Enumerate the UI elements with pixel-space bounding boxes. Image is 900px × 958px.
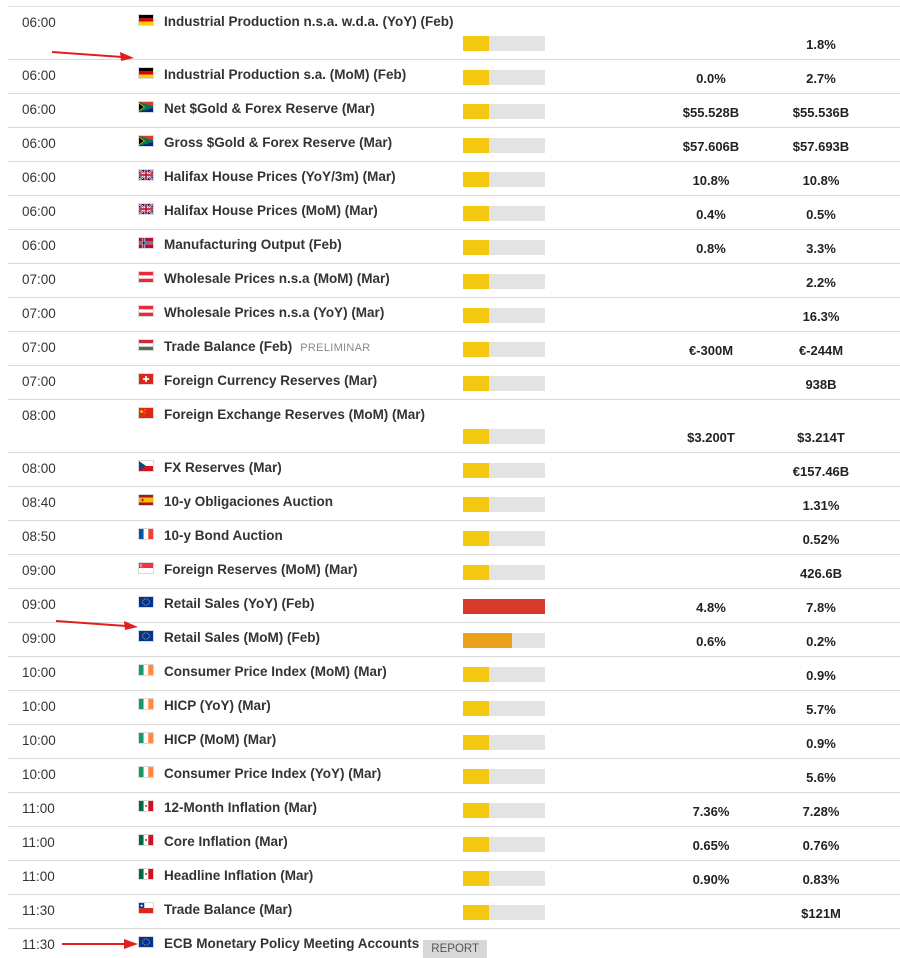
previous-value: $3.200T [687, 430, 735, 445]
event-time: 09:00 [22, 597, 56, 612]
consensus-value: 2.2% [806, 275, 836, 290]
event-name-link[interactable] [164, 902, 292, 917]
event-time: 06:00 [22, 102, 56, 117]
impact-bar [463, 429, 545, 444]
table-row[interactable] [8, 792, 900, 826]
table-row[interactable] [8, 656, 900, 690]
impact-bar [463, 497, 545, 512]
consensus-value: $55.536B [792, 105, 850, 120]
event-name: Wholesale Prices n.s.a (MoM) (Mar) [164, 271, 390, 286]
event-name-link[interactable] [164, 664, 387, 679]
event-time: 08:00 [22, 408, 56, 423]
event-name: Manufacturing Output (Feb) [164, 237, 342, 252]
impact-bar-fill [463, 240, 489, 255]
table-row[interactable] [8, 195, 900, 229]
impact-bar [463, 701, 545, 716]
consensus-value: 0.5% [806, 207, 836, 222]
event-time: 07:00 [22, 272, 56, 287]
impact-bar-fill [463, 376, 489, 391]
singapore-flag-icon [138, 562, 154, 574]
event-name: Halifax House Prices (MoM) (Mar) [164, 203, 378, 218]
event-time: 06:00 [22, 204, 56, 219]
consensus-value: 0.83% [802, 872, 840, 887]
event-name: Net $Gold & Forex Reserve (Mar) [164, 101, 375, 116]
event-name-link[interactable] [164, 67, 406, 82]
impact-bar [463, 565, 545, 580]
event-time: 08:40 [22, 495, 56, 510]
event-name: HICP (YoY) (Mar) [164, 698, 271, 713]
table-row[interactable] [8, 554, 900, 588]
event-name-link[interactable] [164, 407, 425, 422]
impact-bar [463, 667, 545, 682]
event-name: FX Reserves (Mar) [164, 460, 282, 475]
event-name: Industrial Production n.s.a. w.d.a. (YoY) (Feb) [164, 14, 454, 29]
impact-bar-fill [463, 735, 489, 750]
event-time: 11:00 [22, 835, 55, 850]
previous-value: 0.65% [692, 838, 730, 853]
impact-bar [463, 769, 545, 784]
impact-bar [463, 599, 545, 614]
event-name-link[interactable] [164, 562, 358, 577]
event-time: 08:50 [22, 529, 56, 544]
table-row[interactable] [8, 59, 900, 93]
event-time: 11:30 [22, 937, 55, 952]
event-time: 10:00 [22, 665, 56, 680]
impact-bar [463, 274, 545, 289]
event-time: 08:00 [22, 461, 56, 476]
impact-bar-fill [463, 206, 489, 221]
impact-bar [463, 206, 545, 221]
event-name-link[interactable] [164, 169, 396, 184]
impact-bar-fill [463, 905, 489, 920]
event-time: 11:30 [22, 903, 55, 918]
china-flag-icon [138, 407, 154, 419]
table-row[interactable] [8, 297, 900, 331]
impact-bar [463, 463, 545, 478]
consensus-value: 1.31% [802, 498, 840, 513]
table-row[interactable] [8, 365, 900, 399]
impact-bar-fill [463, 497, 489, 512]
event-name-link[interactable] [164, 528, 283, 543]
event-name: 10-y Bond Auction [164, 528, 283, 543]
table-row[interactable] [8, 690, 900, 724]
event-name-link[interactable] [164, 135, 392, 150]
event-name-link[interactable] [164, 868, 313, 883]
event-name-link[interactable] [164, 237, 342, 252]
table-row[interactable] [8, 520, 900, 554]
report-badge[interactable]: REPORT [423, 940, 487, 958]
table-row[interactable] [8, 758, 900, 792]
table-row[interactable] [8, 486, 900, 520]
previous-value: $55.528B [682, 105, 740, 120]
event-name-link[interactable] [164, 834, 288, 849]
czech-republic-flag-icon [138, 460, 154, 472]
consensus-value: 0.2% [806, 634, 836, 649]
consensus-value: €-244M [798, 343, 844, 358]
consensus-value: 3.3% [806, 241, 836, 256]
event-name: Wholesale Prices n.s.a (YoY) (Mar) [164, 305, 385, 320]
impact-bar-fill [463, 837, 489, 852]
table-row[interactable] [8, 622, 900, 656]
impact-bar-fill [463, 342, 489, 357]
united-kingdom-flag-icon [138, 169, 154, 181]
impact-bar-fill [463, 565, 489, 580]
table-row[interactable] [8, 127, 900, 161]
impact-bar-fill [463, 172, 489, 187]
event-name-link[interactable] [164, 373, 377, 388]
event-time: 06:00 [22, 68, 56, 83]
previous-value: 0.4% [696, 207, 726, 222]
previous-value: 4.8% [696, 600, 726, 615]
consensus-value: $121M [801, 906, 841, 921]
impact-bar [463, 376, 545, 391]
previous-value: 0.8% [696, 241, 726, 256]
impact-bar [463, 871, 545, 886]
previous-value: 10.8% [692, 173, 730, 188]
consensus-value: 0.9% [806, 736, 836, 751]
impact-bar-fill [463, 36, 489, 51]
impact-bar [463, 172, 545, 187]
south-africa-flag-icon [138, 101, 154, 113]
event-name: Foreign Currency Reserves (Mar) [164, 373, 378, 388]
impact-bar-fill [463, 667, 489, 682]
event-name-link[interactable] [164, 630, 320, 645]
impact-bar-fill [463, 138, 489, 153]
previous-value: $57.606B [682, 139, 740, 154]
event-name: Retail Sales (YoY) (Feb) [164, 596, 315, 611]
event-name: Core Inflation (Mar) [164, 834, 288, 849]
impact-bar [463, 905, 545, 920]
impact-bar-fill [463, 633, 512, 648]
table-row[interactable] [8, 93, 900, 127]
consensus-value: 426.6B [800, 566, 842, 581]
event-name: Trade Balance (Feb) [164, 339, 293, 354]
event-name: Retail Sales (MoM) (Feb) [164, 630, 321, 645]
germany-flag-icon [138, 67, 154, 79]
consensus-value: 16.3% [802, 309, 840, 324]
united-kingdom-flag-icon [138, 203, 154, 215]
table-row[interactable] [8, 6, 900, 59]
european-union-flag-icon [138, 630, 154, 642]
event-name-link[interactable] [164, 271, 390, 286]
ireland-flag-icon [138, 664, 154, 676]
event-time: 07:00 [22, 306, 56, 321]
event-time: 10:00 [22, 699, 56, 714]
impact-bar [463, 240, 545, 255]
event-name-link[interactable] [164, 936, 487, 958]
consensus-value: $3.214T [797, 430, 845, 445]
event-time: 10:00 [22, 733, 56, 748]
impact-bar [463, 342, 545, 357]
event-time: 07:00 [22, 374, 56, 389]
event-name: Consumer Price Index (YoY) (Mar) [164, 766, 382, 781]
mexico-flag-icon [138, 834, 154, 846]
event-name-link[interactable] [164, 305, 384, 320]
event-name-link[interactable] [164, 494, 333, 509]
event-name-link[interactable] [164, 460, 282, 475]
impact-bar-fill [463, 531, 489, 546]
ireland-flag-icon [138, 766, 154, 778]
impact-bar-fill [463, 70, 489, 85]
event-time: 09:00 [22, 631, 56, 646]
event-name: HICP (MoM) (Mar) [164, 732, 277, 747]
impact-bar [463, 633, 545, 648]
france-flag-icon [138, 528, 154, 540]
event-name: Halifax House Prices (YoY/3m) (Mar) [164, 169, 396, 184]
consensus-value: €157.46B [792, 464, 850, 479]
south-africa-flag-icon [138, 135, 154, 147]
event-time: 06:00 [22, 238, 56, 253]
consensus-value: 0.76% [802, 838, 840, 853]
mexico-flag-icon [138, 800, 154, 812]
austria-flag-icon [138, 305, 154, 317]
event-name-link[interactable] [164, 596, 315, 611]
event-name-link[interactable] [164, 732, 276, 747]
table-row[interactable] [8, 331, 900, 365]
austria-flag-icon [138, 271, 154, 283]
chile-flag-icon [138, 902, 154, 914]
consensus-value: 1.8% [806, 37, 836, 52]
hungary-flag-icon [138, 339, 154, 351]
event-name-link[interactable] [164, 800, 317, 815]
consensus-value: 5.7% [806, 702, 836, 717]
event-time: 11:00 [22, 801, 55, 816]
impact-bar-fill [463, 871, 489, 886]
event-time: 06:00 [22, 170, 56, 185]
table-row[interactable] [8, 263, 900, 297]
previous-value: 7.36% [692, 804, 730, 819]
table-row[interactable] [8, 452, 900, 486]
table-row[interactable] [8, 724, 900, 758]
impact-bar-fill [463, 104, 489, 119]
event-time: 06:00 [22, 136, 56, 151]
european-union-flag-icon [138, 596, 154, 608]
event-name: Industrial Production s.a. (MoM) (Feb) [164, 67, 407, 82]
table-row[interactable] [8, 161, 900, 195]
impact-bar-fill [463, 701, 489, 716]
event-name: Foreign Reserves (MoM) (Mar) [164, 562, 358, 577]
consensus-value: 2.7% [806, 71, 836, 86]
impact-bar-fill [463, 429, 489, 444]
norway-flag-icon [138, 237, 154, 249]
event-time: 07:00 [22, 340, 56, 355]
impact-bar [463, 735, 545, 750]
table-row[interactable] [8, 928, 900, 958]
previous-value: 0.0% [696, 71, 726, 86]
previous-value: 0.90% [692, 872, 730, 887]
ireland-flag-icon [138, 698, 154, 710]
table-row[interactable] [8, 399, 900, 452]
impact-bar-fill [463, 308, 489, 323]
switzerland-flag-icon [138, 373, 154, 385]
table-row[interactable] [8, 826, 900, 860]
previous-value: 0.6% [696, 634, 726, 649]
consensus-value: 938B [805, 377, 837, 392]
event-name-link[interactable] [164, 698, 271, 713]
table-row[interactable] [8, 229, 900, 263]
impact-bar-fill [463, 463, 489, 478]
impact-bar-fill [463, 599, 545, 614]
event-name: Gross $Gold & Forex Reserve (Mar) [164, 135, 393, 150]
impact-bar-fill [463, 769, 489, 784]
event-name-link[interactable] [164, 14, 454, 29]
table-row[interactable] [8, 894, 900, 928]
consensus-value: 5.6% [806, 770, 836, 785]
event-time: 09:00 [22, 563, 56, 578]
impact-bar-fill [463, 274, 489, 289]
event-time: 06:00 [22, 15, 56, 30]
event-time: 10:00 [22, 767, 56, 782]
germany-flag-icon [138, 14, 154, 26]
consensus-value: 0.52% [802, 532, 840, 547]
event-time: 11:00 [22, 869, 55, 884]
impact-bar [463, 531, 545, 546]
impact-bar [463, 70, 545, 85]
impact-bar [463, 308, 545, 323]
event-name: Foreign Exchange Reserves (MoM) (Mar) [164, 407, 426, 422]
table-row[interactable] [8, 860, 900, 894]
consensus-value: 10.8% [802, 173, 840, 188]
consensus-value: 7.28% [802, 804, 840, 819]
event-name: Trade Balance (Mar) [164, 902, 293, 917]
european-union-flag-icon [138, 936, 154, 948]
impact-bar [463, 36, 545, 51]
event-name-link[interactable] [164, 101, 375, 116]
event-name: 12-Month Inflation (Mar) [164, 800, 317, 815]
impact-bar [463, 138, 545, 153]
event-tag: PRELIMINAR [300, 342, 371, 354]
consensus-value: 0.9% [806, 668, 836, 683]
ireland-flag-icon [138, 732, 154, 744]
impact-bar [463, 803, 545, 818]
spain-flag-icon [138, 494, 154, 506]
event-name-link[interactable] [164, 339, 371, 354]
event-name: Headline Inflation (Mar) [164, 868, 314, 883]
impact-bar-fill [463, 803, 489, 818]
impact-bar [463, 104, 545, 119]
consensus-value: 7.8% [806, 600, 836, 615]
impact-bar [463, 837, 545, 852]
table-row[interactable] [8, 588, 900, 622]
consensus-value: $57.693B [792, 139, 850, 154]
event-name: Consumer Price Index (MoM) (Mar) [164, 664, 387, 679]
economic-calendar-table [8, 6, 900, 958]
previous-value: €-300M [688, 343, 734, 358]
mexico-flag-icon [138, 868, 154, 880]
event-name-link[interactable] [164, 203, 378, 218]
event-name: ECB Monetary Policy Meeting Accounts [164, 936, 420, 951]
event-name: 10-y Obligaciones Auction [164, 494, 334, 509]
event-name-link[interactable] [164, 766, 381, 781]
